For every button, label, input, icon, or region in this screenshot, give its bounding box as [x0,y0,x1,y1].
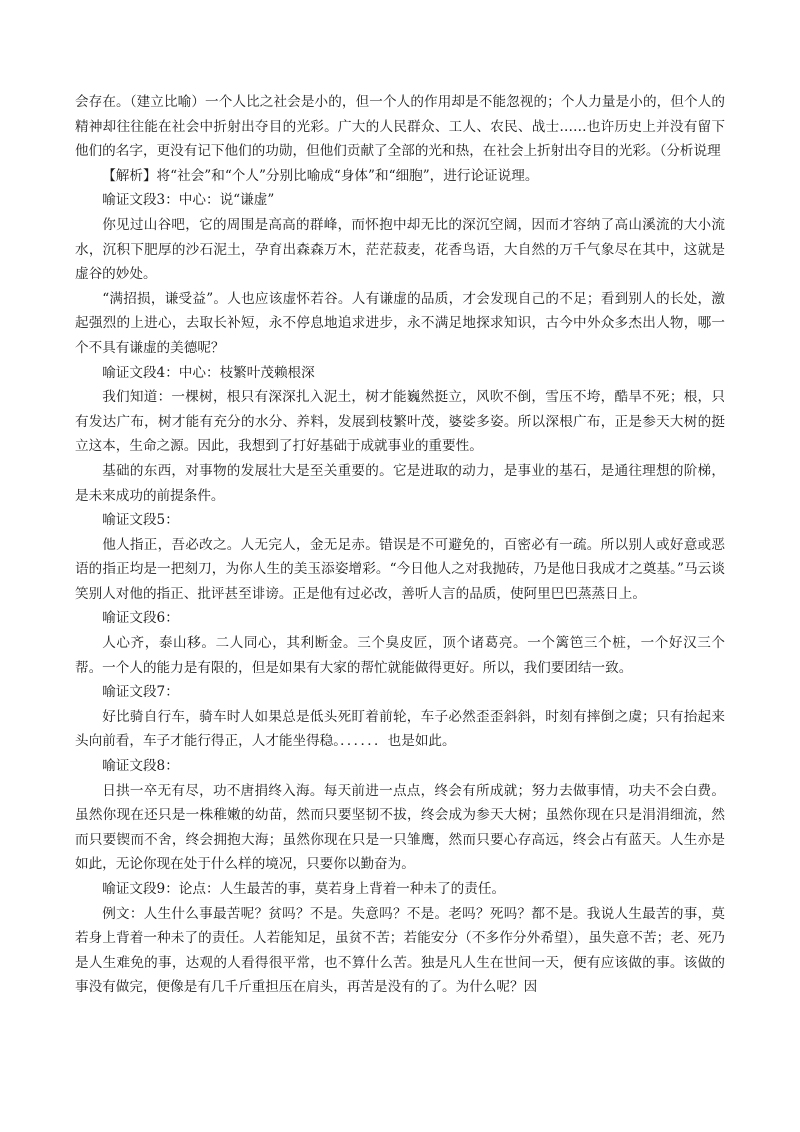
section-heading-5: 喻证文段5： [102,512,179,529]
paragraph-example: 例文：人生什么事最苦呢？贫吗？不是。失意吗？不是。老吗？死吗？都不是。我说人生最苦的事，莫若身上背着一种未了的责任。人若能知足，虽贫不苦；若能安分（不多作分外希望），虽失意不苦；老、死乃是人生难免的事，达观的人看得很平常，也不算什么苦。独是凡人生在世间一天，便有应该做的事。该做的事没有做完，便像是有几千斤重担压在肩头，再苦是没有的了。为什么呢？因 [75,905,725,996]
paragraph: 基础的东西，对事物的发展壮大是至关重要的。它是进取的动力，是事业的基石，是通往理想的阶梯，是未来成功的前提条件。 [75,462,725,504]
section-heading-7: 喻证文段7： [102,684,179,701]
section-heading-3: 喻证文段3：中心：说“谦虚” [102,192,275,209]
paragraph: “满招损，谦受益”。人也应该虚怀若谷。人有谦虚的品质，才会发现自己的不足；看到别人的长处，激起强烈的上进心，去取长补短，永不停息地追求进步，永不满足地探求知识，古今中外众多杰出人物，哪一个不具有谦虚的美德呢？ [75,290,725,356]
paragraph: 好比骑自行车，骑车时人如果总是低头死盯着前轮，车子必然歪歪斜斜，时刻有摔倒之虞；只有抬起来头向前看，车子才能行得正，人才能坐得稳。．．．．．．也是如此。 [75,708,725,750]
section-heading-8: 喻证文段8： [102,758,179,775]
analysis-note: 【解析】将“社会”和“个人”分别比喻成“身体”和“细胞”，进行论证说理。 [102,167,539,184]
paragraph-continuation: 会存在。（建立比喻）一个人比之社会是小的，但一个人的作用却是不能忽视的；个人力量是小的，但个人的精神却往往能在社会中折射出夺目的光彩。广大的人民群众、工人、农民、战士……也许历史上并没有留下他们的名字，更没有记下他们的功勋，但他们贡献了全部的光和热，在社会上折射出夺目的光彩。（分析说理 [75,94,725,160]
paragraph: 你见过山谷吧，它的周围是高高的群峰，而怀抱中却无比的深沉空阔，因而才容纳了高山溪流的大小流水，沉积下肥厚的沙石泥土，孕育出森森万木，茫茫菽麦，花香鸟语，大自然的万千气象尽在其中，这就是虚谷的妙处。 [75,216,725,283]
section-heading-6: 喻证文段6： [102,610,179,627]
paragraph: 人心齐，泰山移。二人同心，其利断金。三个臭皮匠，顶个诸葛亮。一个篱笆三个桩，一个好汉三个帮。一个人的能力是有限的，但是如果有大家的帮忙就能做得更好。所以，我们要团结一致。 [75,635,725,676]
paragraph: 他人指正，吾必改之。人无完人，金无足赤。错误是不可避免的，百密必有一疏。所以别人或好意或恶语的指正均是一把刻刀，为你人生的美玉添姿增彩。“今日他人之对我抛砖，乃是他日我成才之奠基。”马云谈笑别人对他的指正、批评甚至诽谤。正是他有过必改，善听人言的品质，使阿里巴巴蒸蒸日上。 [75,536,725,602]
paragraph: 日拱一卒无有尽，功不唐捐终入海。每天前进一点点，终会有所成就；努力去做事情，功夫不会白费。虽然你现在还只是一株稚嫩的幼苗，然而只要坚韧不拔，终会成为参天大树；虽然你现在只是涓涓细流，然而只要锲而不舍，终会拥抱大海；虽然你现在只是一只雏鹰，然而只要心存高远，终会占有蓝天。人生亦是如此，无论你现在处于什么样的境况，只要你以勤奋为。 [75,782,725,873]
section-heading-4: 喻证文段4：中心：枝繁叶茂赖根深 [102,364,315,381]
paragraph: 我们知道：一棵树，根只有深深扎入泥土，树才能巍然挺立，风吹不倒，雪压不垮，酷旱不死；根，只有发达广布，树才能有充分的水分、养料，发展到枝繁叶茂，婆娑多姿。所以深根广布，正是参天大树的挺立这本，生命之源。因此，我想到了打好基础于成就事业的重要性。 [75,389,725,455]
section-heading-9: 喻证文段9：论点：人生最苦的事，莫若身上背着一种未了的责任。 [102,881,506,897]
document-page [75,90,725,1000]
